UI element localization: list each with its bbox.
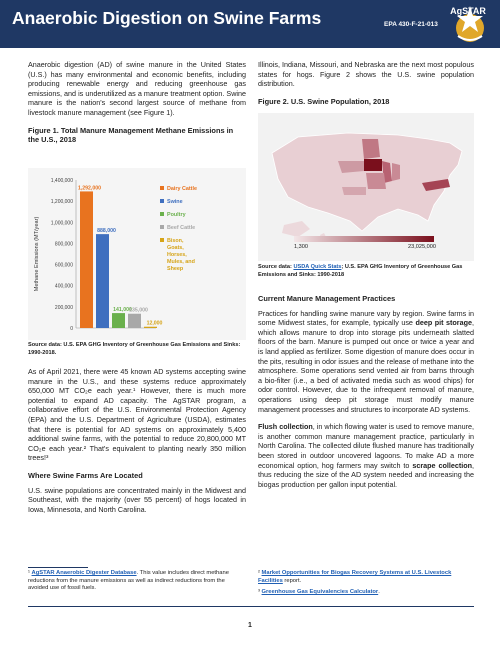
logo-text: AgSTAR: [450, 6, 486, 16]
legend-swatch-1: [160, 199, 164, 203]
legend-label: Poultry: [167, 212, 186, 218]
bar-value-label: 888,000: [97, 228, 116, 235]
figure1-bar-chart: [28, 168, 246, 340]
legend-label: Beef Cattle: [167, 225, 196, 231]
agstar-logo-icon: [440, 2, 496, 46]
footnote-1-text: . This value includes direct methane reductions from the manure emissions as well as indirect reductions from the avoided use of fossil fuels.: [28, 570, 229, 592]
legend-min-label: 1,300: [294, 244, 308, 250]
right-column: [258, 60, 474, 106]
where-heading: Where Swine Farms Are Located: [28, 470, 143, 480]
alaska-shape: [282, 221, 310, 237]
figure1-title: Figure 1. Total Manure Management Methane Emissions in the U.S., 2018: [28, 125, 234, 145]
legend-label: Horses,: [167, 252, 187, 258]
legend-swatch-0: [160, 186, 164, 190]
bar-4: [144, 327, 157, 328]
figure2-source-text: ; U.S. EPA GHG Inventory of Greenhouse Gas Emissions and Sinks: 1990-2018: [258, 264, 463, 278]
bar-0: [80, 191, 93, 328]
bar-value-label: 12,000: [146, 320, 163, 327]
y-tick-label: 1,400,000: [50, 178, 73, 184]
legend-label: Goats,: [167, 245, 184, 251]
where-paragraph: U.S. swine populations are concentrated mainly in the Midwest and Southeast, with the majority (over 55 percent) of hogs located in Iowa, Minnesota, and North Carolina.: [28, 485, 246, 514]
left-column-lower: [28, 367, 246, 522]
y-tick-label: 0: [70, 326, 73, 332]
market-opportunities-link[interactable]: Market Opportunities for Biogas Recovery Systems at U.S. Livestock Facilities: [258, 570, 452, 584]
states-paragraph: [258, 60, 474, 89]
footnote-3: ³ Greenhouse Gas Equivalencies Calculator.: [258, 589, 380, 595]
agstar-database-link[interactable]: AgSTAR Anaerobic Digester Database: [31, 570, 137, 576]
states-text: Illinois, Indiana, Missouri, and Nebraska are the next most populous states for hogs. Figure 2 shows the U.S. swine population distribution.: [258, 60, 474, 89]
y-tick-label: 800,000: [54, 241, 73, 248]
legend-label: Dairy Cattle: [167, 186, 197, 192]
intro-paragraph: Anaerobic digestion (AD) of swine manure in the United States (U.S.) has many environmental and economic benefits, including producing renewable energy and reducing greenhouse gas emissions, and is underutilized as a manure treatment option. Swine manure is the nation's second largest source of methane from livestock manure management (see Figure 1).: [28, 60, 246, 117]
usda-quick-stats-link[interactable]: USDA Quick Stats: [293, 264, 342, 270]
bar-value-label: 1,292,000: [77, 185, 102, 192]
ghg-calculator-link[interactable]: Greenhouse Gas Equivalencies Calculator: [261, 589, 379, 595]
figure2-title: Figure 2. U.S. Swine Population, 2018: [258, 96, 390, 106]
deep-pit-paragraph: [258, 309, 474, 415]
figure2-map-area: [258, 113, 474, 261]
flush-term: Flush collection: [258, 422, 313, 432]
footnote-2-text: report.: [282, 577, 302, 584]
state-missouri: [366, 173, 386, 189]
y-tick-label: 1,000,000: [50, 220, 73, 227]
bar-value-label: 141,000: [113, 307, 132, 314]
deep-pit-text-b: , which allows manure to drop into storage pits underneath slatted floors of the barn. Manure is pumped out once or twice a year and is land applied as fertilizer. Some digestion of manure does occur in the pits, resulting in odor issues and the release of methane into the atmosphere. Some operations send vented air from barns through a bio-filter (i.e., a bed of activated media such as wood chips) for odor control. However, due to the infrequent removal of manure, operations using deep pit storage must modify manure management processes and structures to incorporate AD systems.: [258, 318, 474, 414]
y-axis-label: Methane Emissions (MT/year): [34, 216, 40, 292]
bar-2: [112, 313, 125, 328]
ad-systems-paragraph: As of April 2021, there were 45 known AD systems accepting swine manure in the U.S., and these systems reduce approximately 650,000 MT CO₂e each year.¹ However, there is much more potential to expand AD capacity. The AgSTAR program, a collaborative effort of the U.S. Environmental Protection Agency (EPA) and the U.S. Department of Agriculture (USDA), estimates that there is potential for AD systems on approximately 5,400 additional swine farms, with the potential to reduce 20,800,000 MT CO₂e each year.² That's equivalent to planting nearly 350 million trees!³: [28, 367, 246, 463]
figure1-source: Source data: U.S. EPA GHG Inventory of Greenhouse Gas Emissions and Sinks: 1990-2018.: [28, 342, 241, 356]
page-title: Anaerobic Digestion on Swine Farms: [12, 8, 322, 28]
footnote-divider-left: [28, 567, 88, 568]
y-tick-label: 200,000: [54, 304, 73, 311]
flush-text-b: , thus reducing the size of the AD system needed and increasing the biogas production per gallon input potential.: [258, 460, 474, 489]
figure2-source-prefix: Source data:: [258, 264, 294, 270]
state-minnesota: [362, 139, 380, 159]
legend-swatch-3: [160, 225, 164, 229]
footer-rule: [28, 606, 474, 607]
bar-1: [96, 234, 109, 328]
page-header: [0, 0, 500, 48]
deep-pit-text-a: Practices for handling swine manure vary by region. Swine farms in some Midwest states, for example, typically use: [258, 308, 474, 328]
footnote-2: ² Market Opportunities for Biogas Recovery Systems at U.S. Livestock Facilities report.: [258, 570, 452, 584]
y-tick-label: 400,000: [54, 283, 73, 290]
map-legend-gradient: [294, 236, 434, 242]
legend-label: Swine: [167, 199, 183, 205]
bar-value-label: 135,000: [129, 307, 148, 314]
flush-text-a: , in which flowing water is used to remove manure, is another common manure management practice, particularly in North Carolina. The collected dilute flushed manure has traditionally been stored in outdoor uncovered lagoons. To make AD a more economical option, hog farmers may switch to: [258, 422, 474, 470]
state-indiana: [392, 163, 400, 181]
legend-swatch-4: [160, 238, 164, 242]
legend-label: Sheep: [167, 266, 184, 272]
legend-max-label: 23,025,000: [408, 244, 436, 250]
document-number: EPA 430-F-21-013: [384, 21, 438, 28]
state-iowa: [364, 159, 382, 171]
bar-3: [128, 314, 141, 328]
state-oklahoma: [342, 187, 366, 195]
right-column-lower: [258, 294, 474, 497]
footnote-1: ¹ AgSTAR Anaerobic Digester Database. This value includes direct methane reductions from the manure emissions as well as indirect reductions from the avoided use of fossil fuels.: [28, 570, 229, 592]
figure1-chart-area: [28, 168, 246, 340]
legend-label: Mules, and: [167, 259, 195, 265]
deep-pit-term: deep pit storage: [415, 318, 472, 328]
legend-swatch-2: [160, 212, 164, 216]
figure2-source: [258, 264, 474, 279]
left-column: [28, 60, 246, 145]
flush-paragraph: [258, 422, 474, 489]
page-number: 1: [248, 622, 252, 629]
y-tick-label: 600,000: [54, 262, 73, 269]
scrape-term: scrape collection: [412, 460, 472, 470]
state-nebraska: [338, 161, 364, 173]
current-practices-heading: Current Manure Management Practices: [258, 294, 396, 303]
legend-label: Bison,: [167, 238, 184, 244]
y-tick-label: 1,200,000: [50, 199, 73, 206]
